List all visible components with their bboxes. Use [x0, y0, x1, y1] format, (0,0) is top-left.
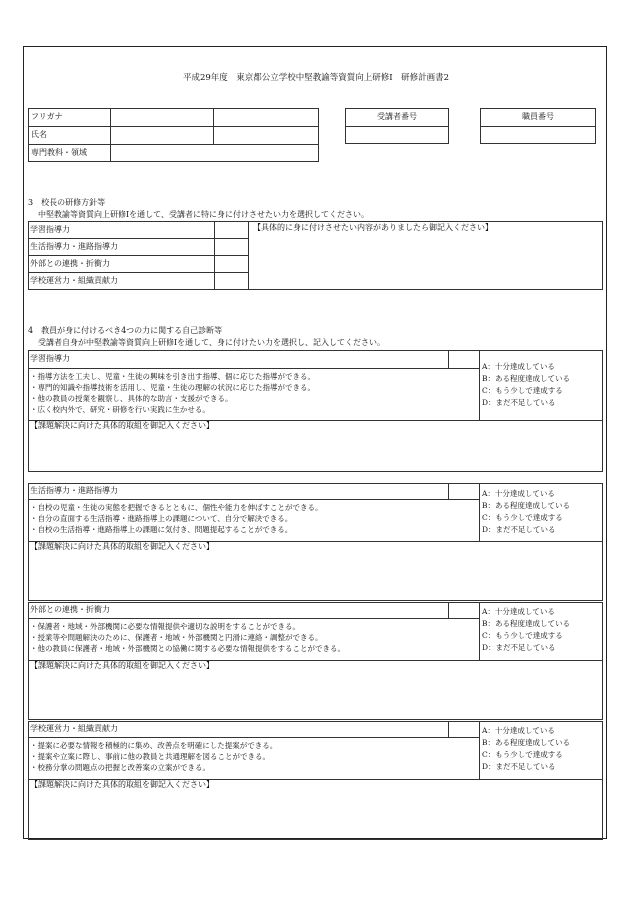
block3-task-field[interactable] — [29, 673, 602, 719]
block2-scale-d: D：まだ不足している — [482, 525, 556, 534]
block2-item-3: ・自校の生活指導・進路指導上の課題に気付き、問題提起することができる。 — [30, 525, 293, 534]
block2-item-1: ・自校の児童・生徒の実態を把握できるとともに、個性や能力を伸ばすことができる。 — [30, 503, 323, 512]
furigana-field[interactable] — [111, 109, 212, 125]
block4-item-3: ・校務分掌の問題点の把握と改善案の立案ができる。 — [30, 763, 210, 772]
block2-scale-a: A：十分達成している — [482, 489, 555, 498]
block3-scale-c: C：もう少しで達成する — [482, 631, 563, 640]
block1-item-1: ・指導方法を工夫し、児童・生徒の興味を引き出す指導、個に応じた指導ができる。 — [30, 372, 315, 381]
trainee-number-label: 受講者番号 — [377, 112, 417, 121]
block3-item-1: ・保護者・地域・外部機関に必要な情報提供や適切な説明をすることができる。 — [30, 622, 300, 631]
block1-rating-field[interactable] — [449, 351, 478, 367]
block3-title: 外部との連携・折衝力 — [30, 605, 110, 614]
policy-check-3[interactable] — [215, 256, 247, 271]
block2-scale-c: C：もう少しで達成する — [482, 513, 563, 522]
name-field[interactable] — [111, 127, 212, 143]
block2-title: 生活指導力・進路指導力 — [30, 486, 118, 495]
policy-comment-field[interactable] — [250, 235, 602, 289]
block3-rating-field[interactable] — [449, 603, 478, 617]
subject-label: 専門教科・領域 — [31, 148, 87, 157]
block1-item-2: ・専門的知識や指導技術を活用し、児童・生徒の理解の状況に応じた指導ができる。 — [30, 383, 315, 392]
policy-comment-label: 【具体的に身に付けさせたい内容がありましたら御記入ください】 — [253, 223, 493, 232]
block1-item-4: ・広く校内外で、研究・研修を行い実践に生かせる。 — [30, 405, 210, 414]
policy-ability-4: 学校運営力・組織貢献力 — [30, 276, 118, 285]
block3-item-3: ・他の教員に保護者・地域・外部機関との協働に関する必要な情報提供をすることができる。 — [30, 644, 345, 653]
block4-task-label: 【課題解決に向けた具体的取組を御記入ください】 — [30, 780, 214, 789]
policy-check-1[interactable] — [215, 222, 247, 237]
block1-scale-d: D：まだ不足している — [482, 398, 556, 407]
block3-scale-b: B：ある程度達成している — [482, 619, 571, 628]
staff-number-field[interactable] — [481, 127, 595, 143]
block4-task-field[interactable] — [29, 792, 602, 839]
section4-heading: 4 教員が身に付けるべき4つの力に関する自己診断等 — [28, 326, 223, 335]
furigana-label: フリガナ — [31, 112, 63, 121]
trainee-number-field[interactable] — [346, 127, 448, 143]
block3-scale-d: D：まだ不足している — [482, 643, 556, 652]
block2-task-label: 【課題解決に向けた具体的取組を御記入ください】 — [30, 542, 214, 551]
block2-item-2: ・自分の直面する生活指導・進路指導上の課題について、自分で解決できる。 — [30, 514, 293, 523]
policy-ability-2: 生活指導力・進路指導力 — [30, 242, 118, 251]
block1-task-label: 【課題解決に向けた具体的取組を御記入ください】 — [30, 421, 214, 430]
policy-check-2[interactable] — [215, 239, 247, 254]
name-label: 氏名 — [31, 130, 47, 139]
block3-item-2: ・授業等や問題解決のために、保護者・地域・外部機関と円滑に連絡・調整ができる。 — [30, 633, 323, 642]
page-title: 平成29年度 東京都公立学校中堅教諭等資質向上研修Ⅰ 研修計画書2 — [182, 73, 450, 83]
policy-check-4[interactable] — [215, 273, 247, 288]
block1-item-3: ・他の教員の授業を観察し、具体的な助言・支援ができる。 — [30, 394, 233, 403]
block4-scale-d: D：まだ不足している — [482, 762, 556, 771]
block4-item-2: ・提案や立案に際し、事前に他の教員と共通理解を図ることができる。 — [30, 752, 270, 761]
block1-scale-a: A：十分達成している — [482, 362, 555, 371]
name-field-2[interactable] — [214, 127, 318, 143]
block4-item-1: ・提案に必要な情報を積極的に集め、改善点を明確にした提案ができる。 — [30, 741, 278, 750]
block4-rating-field[interactable] — [449, 722, 478, 736]
policy-ability-3: 外部との連携・折衝力 — [30, 259, 110, 268]
form-frame — [23, 46, 607, 839]
block2-task-field[interactable] — [29, 554, 602, 600]
section3-instruction: 中堅教諭等資質向上研修Ⅰを通して、受講者に特に身に付けさせたい力を選択してください。 — [38, 210, 369, 219]
block4-title: 学校運営力・組織貢献力 — [30, 724, 118, 733]
section3-heading: 3 校長の研修方針等 — [28, 198, 106, 207]
block1-title: 学習指導力 — [30, 354, 70, 363]
section4-instruction: 受講者自身が中堅教諭等資質向上研修Ⅰを通して、身に付けたい力を選択し、記入してください。 — [38, 338, 385, 347]
block4-scale-b: B：ある程度達成している — [482, 738, 571, 747]
furigana-field-2[interactable] — [214, 109, 318, 125]
block1-scale-b: B：ある程度達成している — [482, 374, 571, 383]
subject-field[interactable] — [111, 145, 318, 161]
block3-task-label: 【課題解決に向けた具体的取組を御記入ください】 — [30, 661, 214, 670]
block1-scale-c: C：もう少しで達成する — [482, 386, 563, 395]
block4-scale-a: A：十分達成している — [482, 726, 555, 735]
block1-task-field[interactable] — [29, 433, 602, 471]
block2-scale-b: B：ある程度達成している — [482, 501, 571, 510]
staff-number-label: 職員番号 — [522, 112, 554, 121]
block2-rating-field[interactable] — [449, 484, 478, 498]
block3-scale-a: A：十分達成している — [482, 607, 555, 616]
block4-scale-c: C：もう少しで達成する — [482, 750, 563, 759]
policy-ability-1: 学習指導力 — [30, 225, 70, 234]
